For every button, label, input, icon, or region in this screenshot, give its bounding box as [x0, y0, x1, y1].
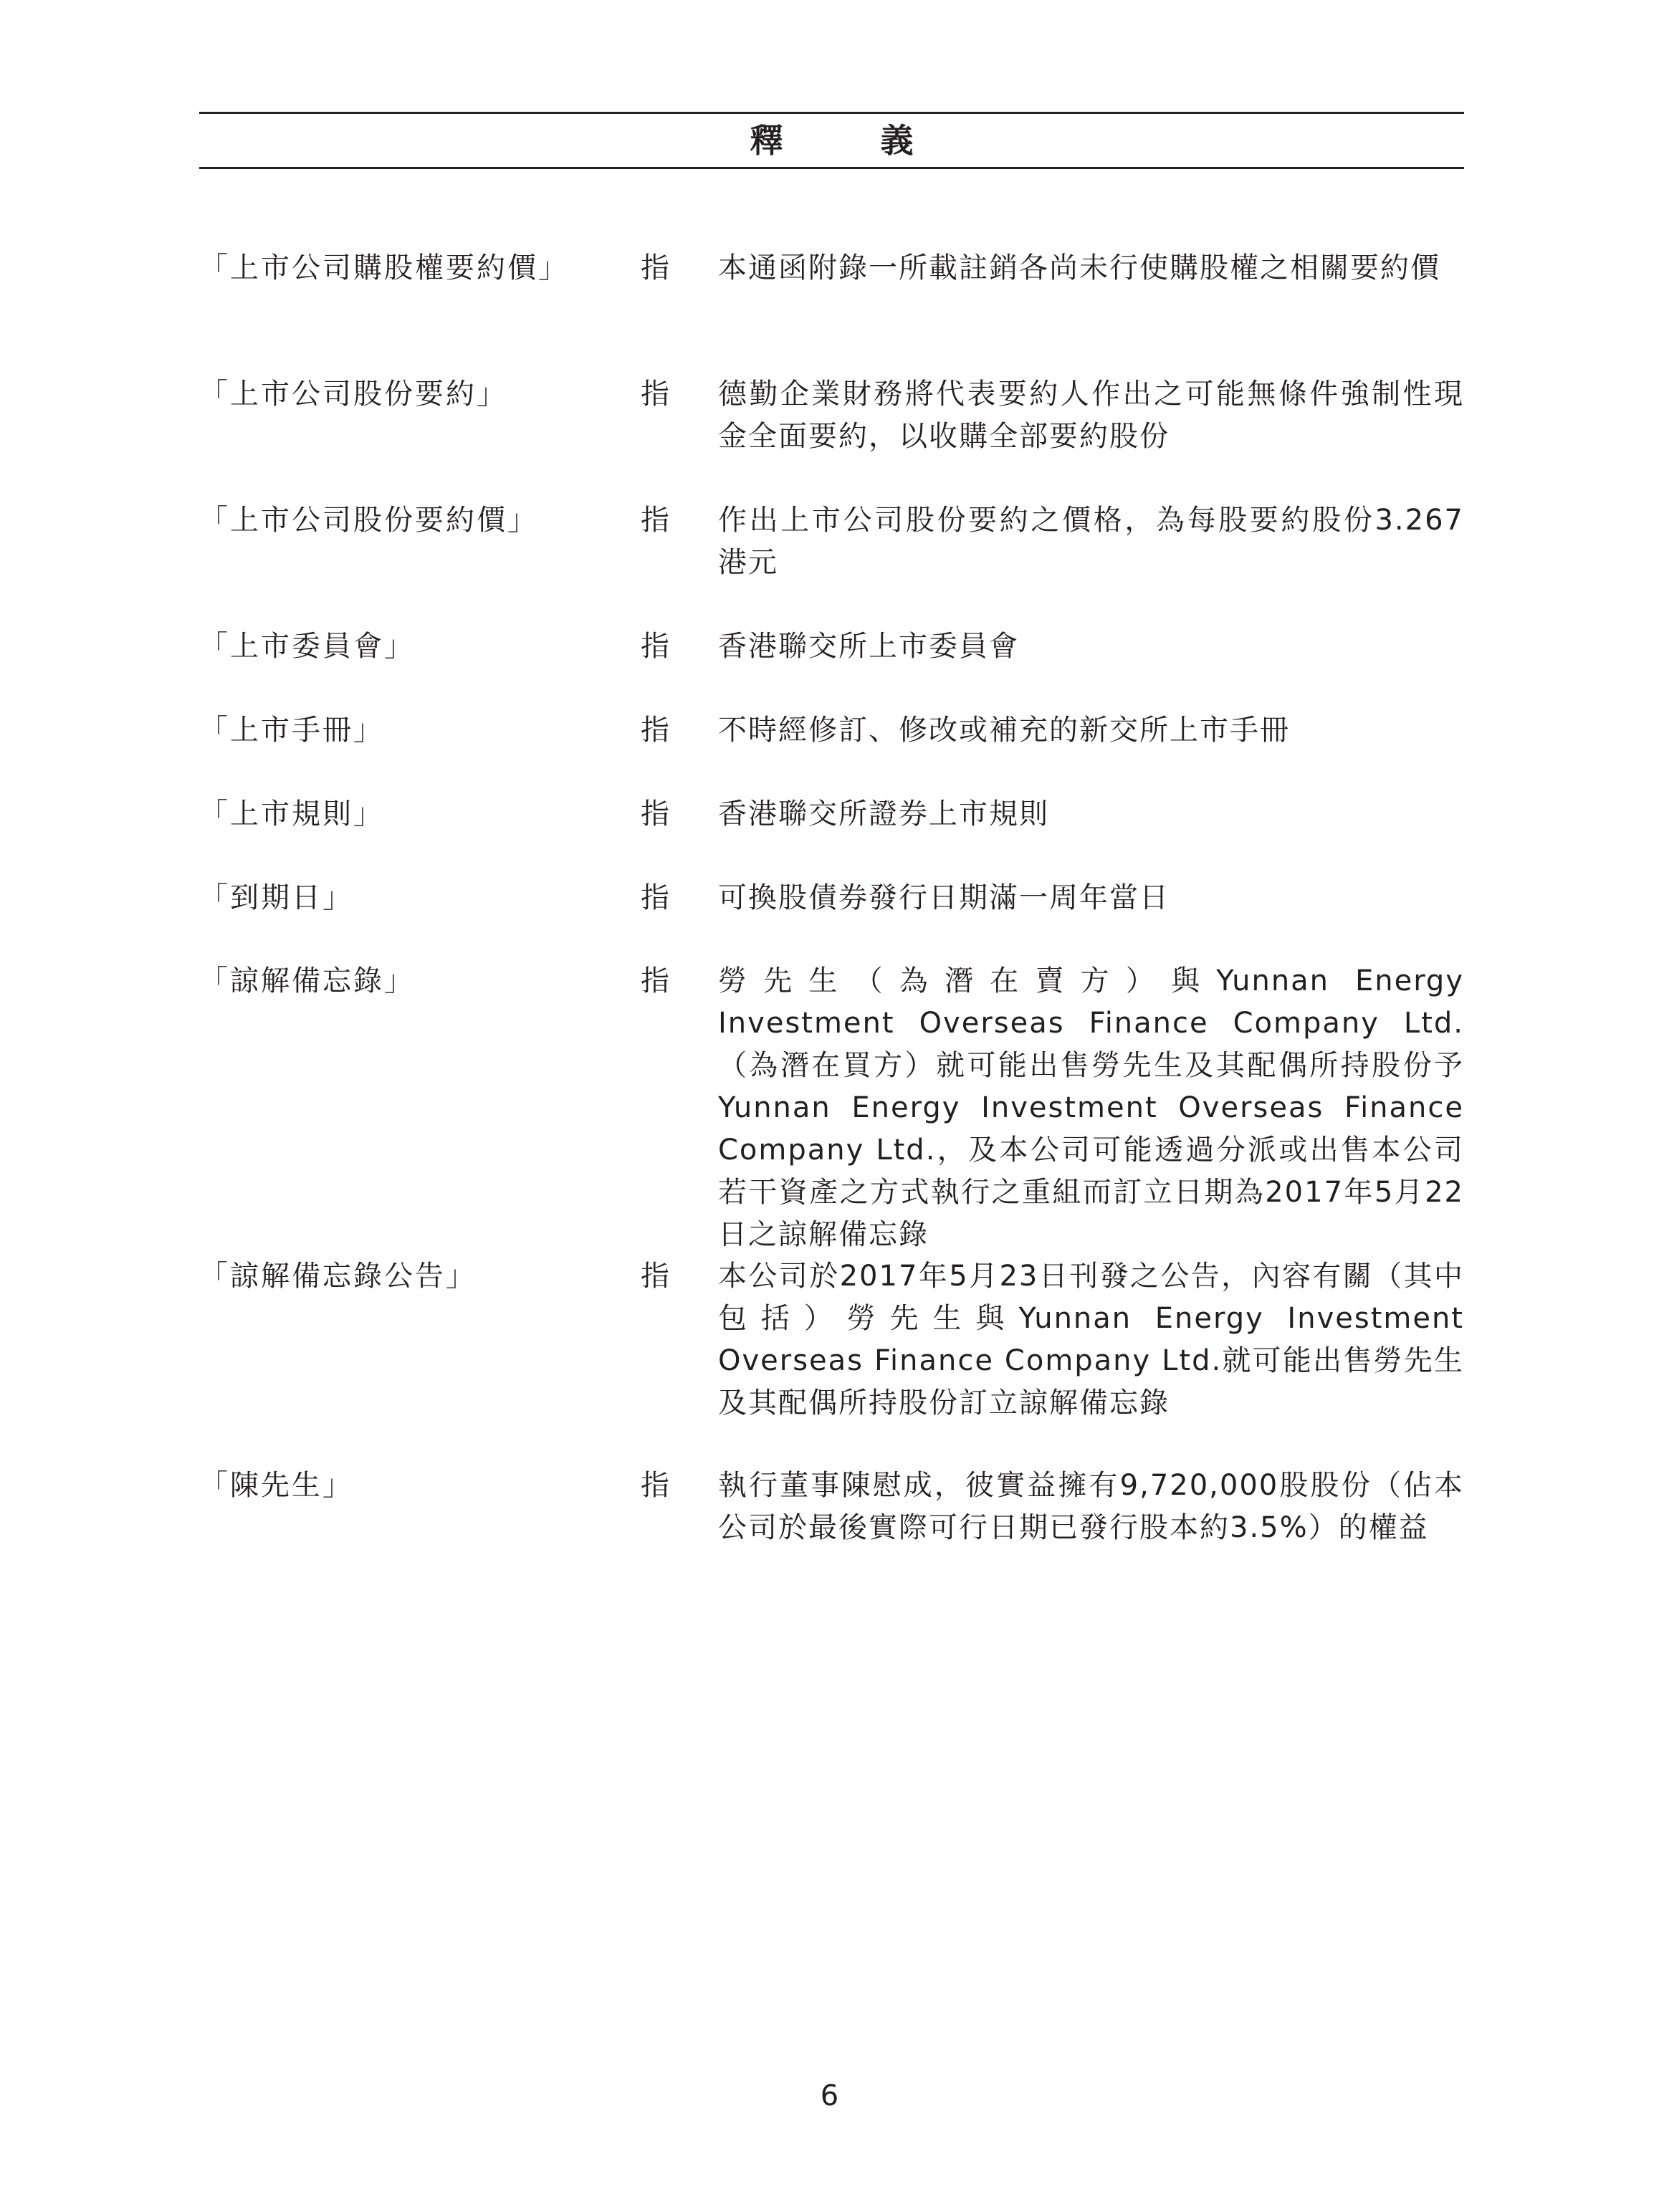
definition-text: 德勤企業財務將代表要約人作出之可能無條件強制性現金全面要約，以收購全部要約股份: [718, 378, 1464, 453]
page-title: 釋 義: [750, 121, 957, 160]
definition-term: 「上市規則」: [199, 798, 384, 830]
definition-text: 香港聯交所上市委員會: [718, 630, 1019, 663]
definition-means: 指: [641, 1469, 669, 1502]
definition-means: 指: [641, 714, 669, 747]
definition-text: 不時經修訂、修改或補充的新交所上市手冊: [718, 714, 1290, 747]
definition-text: 勞先生（為潛在賣方）與Yunnan Energy Investment Overseas Finance Company Ltd.（為潛在買方）就可能出售勞先生及其配偶所持股份予Yunnan Energy Investment Overseas Finance Company Ltd.，及本公司可能透過分派或出售本公司若干資產之方式執行之重組而訂立日期為2017年5月22日之諒解備忘錄: [718, 964, 1464, 1251]
definition-means: 指: [641, 1260, 669, 1293]
definition-text: 本公司於2017年5月23日刊發之公告，內容有關（其中包括）勞先生與Yunnan Energy Investment Overseas Finance Company Ltd.就可能出售勞先生及其配偶所持股份訂立諒解備忘錄: [718, 1260, 1464, 1419]
definition-term: 「上市公司股份要約」: [199, 378, 507, 411]
definition-means: 指: [641, 881, 669, 914]
definition-term: 「到期日」: [199, 881, 353, 914]
definition-term: 「上市委員會」: [199, 630, 415, 663]
definition-text: 香港聯交所證券上市規則: [718, 798, 1049, 830]
definition-term: 「上市手冊」: [199, 714, 384, 747]
definition-means: 指: [641, 252, 669, 284]
definition-text: 執行董事陳慰成，彼實益擁有9,720,000股股份（佔本公司於最後實際可行日期已發行股本約3.5%）的權益: [718, 1469, 1464, 1544]
definition-term: 「陳先生」: [199, 1469, 353, 1502]
definition-means: 指: [641, 798, 669, 830]
definition-term: 「上市公司股份要約價」: [199, 504, 538, 537]
definition-term: 「上市公司購股權要約價」: [199, 252, 569, 284]
header-top-rule: [199, 112, 1464, 114]
definition-term: 「諒解備忘錄公告」: [199, 1260, 477, 1293]
definition-means: 指: [641, 504, 669, 537]
definition-means: 指: [641, 378, 669, 411]
definition-means: 指: [641, 630, 669, 663]
definition-text: 本通函附錄一所載註銷各尚未行使購股權之相關要約價: [718, 252, 1440, 284]
header-bottom-rule: [199, 167, 1464, 169]
definition-text: 可換股債券發行日期滿一周年當日: [718, 881, 1170, 914]
definition-text: 作出上市公司股份要約之價格，為每股要約股份3.267港元: [718, 504, 1464, 579]
page-number: 6: [820, 2079, 839, 2112]
definition-term: 「諒解備忘錄」: [199, 964, 415, 997]
definition-means: 指: [641, 964, 669, 997]
